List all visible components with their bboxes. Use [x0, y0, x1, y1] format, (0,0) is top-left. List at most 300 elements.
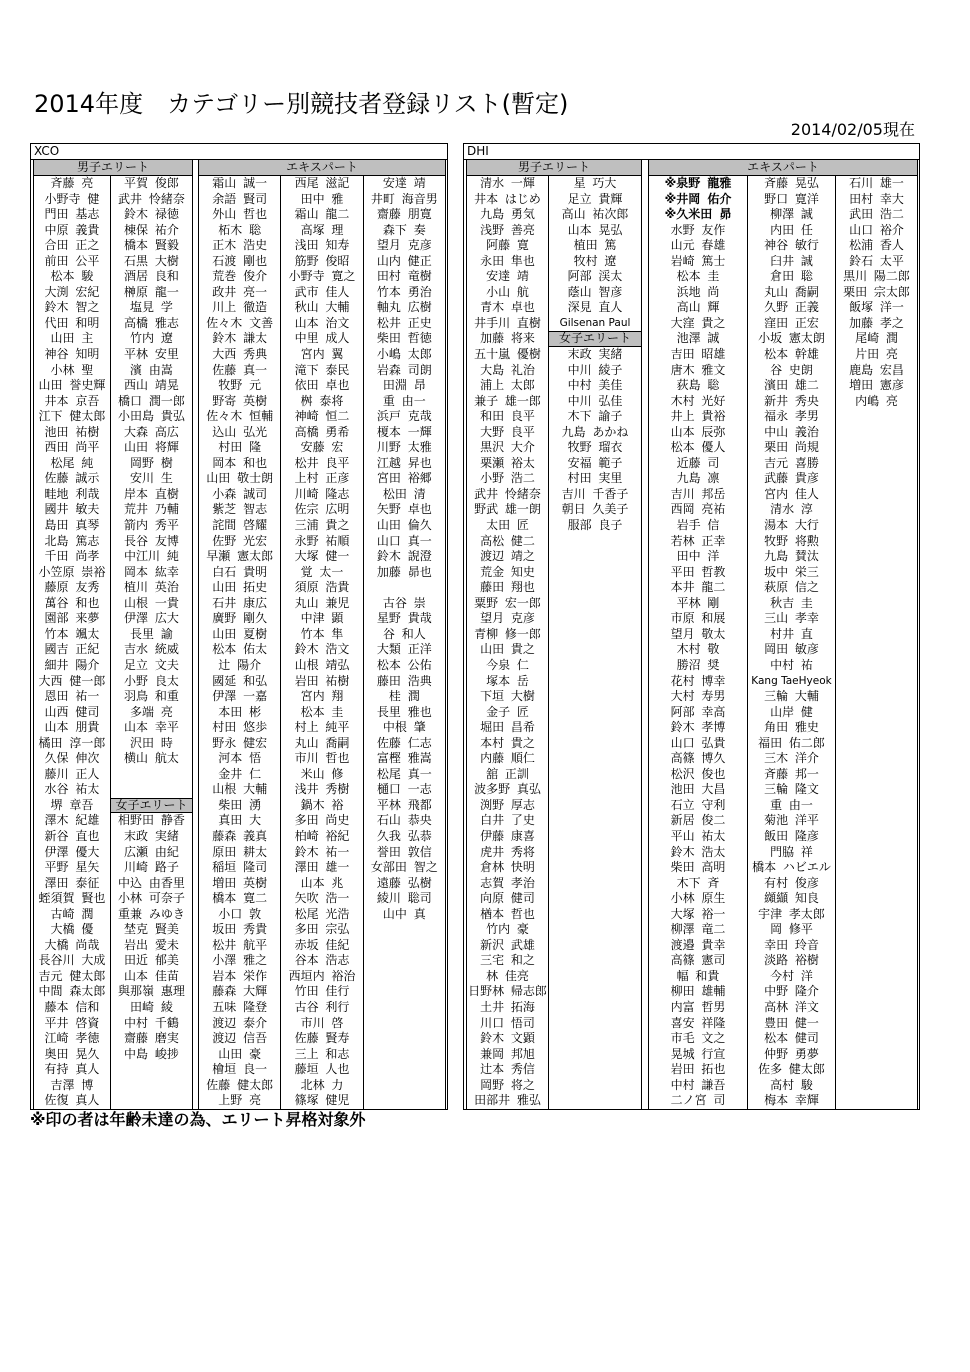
- rider-name: 重 由一: [382, 393, 426, 408]
- rider-name: 石渡 剛也: [212, 253, 268, 268]
- rider-name: 伊澤 広大: [124, 611, 179, 626]
- rider-name: 若林 正幸: [670, 533, 726, 548]
- rider-name: 田近 郁美: [124, 953, 179, 968]
- rider-name: 上野 亮: [218, 1093, 262, 1108]
- empty-cell: [549, 549, 641, 565]
- rider-name: 吉田 昭雄: [670, 347, 726, 362]
- empty-cell: [836, 689, 917, 705]
- empty-cell: [836, 984, 917, 1000]
- empty-cell: [836, 705, 917, 721]
- empty-cell: [111, 1093, 192, 1109]
- rider-name: 角田 雅史: [764, 720, 819, 735]
- rider-name: 軸丸 広樹: [376, 300, 432, 315]
- rider-name: 三木 洋介: [764, 751, 819, 766]
- rider-name: 渡辺 信吾: [212, 1031, 268, 1046]
- rider-name: 木下 諭子: [567, 409, 623, 424]
- rider-name: 新谷 直也: [44, 828, 100, 843]
- rider-name: 西尾 滋記: [294, 176, 350, 190]
- rider-name: 晃城 行宣: [670, 1046, 726, 1061]
- rider-name: 山田 敬士朗: [206, 471, 274, 486]
- rider-name: 上村 正彦: [294, 471, 350, 486]
- rider-name: 河本 悟: [218, 751, 262, 766]
- rider-name: 波多野 真弘: [474, 782, 541, 797]
- rider-name: 柳田 雄輔: [670, 984, 726, 999]
- rider-name: 清水 淳: [770, 502, 813, 517]
- empty-cell: [836, 627, 917, 643]
- rider-name: 佐野 光宏: [212, 533, 268, 548]
- rider-name: 松本 圭: [300, 704, 344, 719]
- rider-name: 倉田 聡: [770, 269, 813, 284]
- rider-name: 中野 隆介: [764, 984, 819, 999]
- rider-name: 神崎 恒二: [294, 409, 350, 424]
- rider-name: 園部 来夢: [44, 611, 100, 626]
- rider-name: 大塚 健一: [294, 549, 350, 564]
- rider-name: 萬谷 和也: [44, 595, 100, 610]
- rider-name: 谷 史朗: [770, 362, 813, 377]
- rider-name: 水谷 祐太: [44, 782, 100, 797]
- rider-name: 荒巻 俊介: [212, 269, 268, 284]
- rider-name: 宮田 裕郷: [376, 471, 432, 486]
- rider-name: 正木 浩史: [212, 238, 268, 253]
- rider-name: 市川 啓: [300, 1015, 344, 1030]
- category-group: [198, 160, 446, 1109]
- empty-cell: [836, 736, 917, 752]
- rider-name: 堺 章吾: [50, 797, 94, 812]
- rider-name: 荒金 知史: [480, 564, 535, 579]
- empty-cell: [549, 1000, 641, 1016]
- rider-name: 牧村 遼: [573, 253, 617, 268]
- empty-cell: [549, 580, 641, 596]
- rider-name: 山根 靖弘: [294, 657, 350, 672]
- rider-name: 大橋 尚哉: [44, 937, 100, 952]
- rider-name: 浅野 善亮: [480, 222, 535, 237]
- rider-name: 湯本 大行: [764, 518, 819, 533]
- rider-name: 平野 星矢: [44, 860, 100, 875]
- rider-name: 九島 凛: [676, 471, 720, 486]
- empty-cell: [364, 922, 445, 938]
- rider-name: 阿藤 寛: [486, 238, 529, 253]
- rider-name: 石黒 大樹: [124, 253, 179, 268]
- rider-name: 霜山 龍二: [294, 207, 350, 222]
- rider-name: 神谷 敏行: [764, 238, 819, 253]
- rider-name: 倉林 快明: [480, 860, 535, 875]
- empty-cell: [836, 580, 917, 596]
- rider-name: 野武 雄一朗: [474, 502, 541, 517]
- empty-cell: [364, 969, 445, 985]
- rider-name: 森下 奏: [382, 222, 426, 237]
- rider-name: 高塚 理: [300, 222, 344, 237]
- rider-name: 川崎 路子: [124, 860, 179, 875]
- rider-name: 矢野 卓也: [376, 502, 432, 517]
- rider-name: 中間 森太郎: [38, 984, 106, 999]
- empty-cell: [836, 425, 917, 441]
- rider-name: 田中 洋: [676, 549, 720, 564]
- rider-name: 飯塚 洋一: [849, 300, 904, 315]
- rider-name: 佐々木 文善: [206, 315, 274, 330]
- empty-cell: [836, 471, 917, 487]
- dhi-panel: [463, 143, 920, 1110]
- rider-name: 福永 孝男: [764, 409, 819, 424]
- rider-name: 岩本 栄作: [212, 968, 268, 983]
- rider-name: 岩出 愛未: [124, 937, 179, 952]
- empty-cell: [836, 938, 917, 954]
- rider-name: 橋口 潤一郎: [118, 393, 185, 408]
- empty-cell: [549, 611, 641, 627]
- rider-name: 西山 靖晃: [124, 378, 179, 393]
- rider-name: 岡 修平: [770, 922, 813, 937]
- rider-name: 藤田 浩典: [376, 673, 432, 688]
- rider-name: 鈴木 禄徳: [124, 207, 179, 222]
- rider-name: 重兼 みゆき: [118, 906, 185, 921]
- empty-cell: [836, 751, 917, 767]
- rider-name: 竹内 遼: [130, 331, 173, 346]
- empty-cell: [836, 1016, 917, 1032]
- rider-name: 矢吹 浩一: [294, 891, 350, 906]
- rider-name: 有村 俊彦: [764, 875, 819, 890]
- rider-name: 田村 幸大: [849, 191, 904, 206]
- empty-cell: [836, 829, 917, 845]
- rider-name: 山本 佳苗: [124, 968, 179, 983]
- rider-name: 江越 昇也: [376, 455, 432, 470]
- rider-name: 榊原 龍一: [124, 284, 179, 299]
- name-column: [467, 176, 549, 1109]
- rider-name: 吉川 千香子: [561, 486, 629, 501]
- rider-name: 松本 健司: [764, 1031, 819, 1046]
- rider-name: 江崎 孝徳: [44, 1031, 100, 1046]
- xco-panel: [30, 143, 448, 1110]
- rider-name: 平田 哲教: [670, 564, 726, 579]
- rider-name: 竹内 豪: [486, 922, 529, 937]
- rider-name: 水野 友作: [670, 222, 726, 237]
- rider-name: 飯田 隆彦: [764, 828, 819, 843]
- rider-name: 朝日 久美子: [561, 502, 629, 517]
- rider-name: 末政 実緒: [124, 828, 179, 843]
- rider-name: 松尾 真一: [376, 766, 432, 781]
- rider-name: 古崎 潤: [50, 906, 94, 921]
- rider-name: 樋口 一志: [376, 782, 432, 797]
- rider-name: 原田 耕太: [212, 844, 268, 859]
- rider-name: 兼子 雄一郎: [474, 393, 541, 408]
- rider-name: 望月 克彦: [480, 611, 535, 626]
- rider-name: 松井 航平: [212, 937, 268, 952]
- rider-name: 岸本 直樹: [124, 486, 179, 501]
- rider-name: 武井 怜緒奈: [118, 191, 185, 206]
- name-column: [836, 176, 917, 1109]
- rider-name: 前田 公平: [44, 253, 100, 268]
- rider-name: 神谷 知明: [44, 347, 100, 362]
- empty-cell: [549, 565, 641, 581]
- rider-name: 田崎 綾: [130, 999, 173, 1014]
- empty-cell: [836, 813, 917, 829]
- rider-name: 平林 安里: [124, 347, 179, 362]
- rider-name: 柳澤 誠: [770, 207, 813, 222]
- rider-name: 小口 敦: [218, 906, 262, 921]
- rider-name: 武田 浩二: [849, 207, 904, 222]
- rider-name: 酒居 良和: [124, 269, 179, 284]
- rider-name: 山内 健正: [376, 253, 432, 268]
- rider-name: 大森 高広: [124, 424, 179, 439]
- rider-name: 岩手 信: [676, 518, 720, 533]
- rider-name: 鈴木 浩文: [294, 642, 350, 657]
- rider-name: 藤田 翔也: [480, 580, 535, 595]
- rider-name: 向原 健司: [480, 891, 535, 906]
- rider-name: 渡邉 貴幸: [670, 937, 726, 952]
- rider-name: 二ノ宮 司: [670, 1093, 726, 1108]
- rider-name: 北林 力: [300, 1077, 344, 1092]
- rider-name: 桂 潤: [388, 689, 420, 704]
- rider-name: 川口 悟司: [480, 1015, 535, 1030]
- rider-name: 塩見 学: [130, 300, 173, 315]
- empty-cell: [836, 720, 917, 736]
- rider-name: 吉川 邦岳: [670, 486, 726, 501]
- rider-name: 山田 豪: [218, 1046, 262, 1061]
- rider-name: 村田 実里: [567, 471, 623, 486]
- rider-name: 豊田 健一: [764, 1015, 819, 1030]
- rider-name: 箭内 秀平: [124, 518, 179, 533]
- rider-name: 楢本 哲也: [480, 906, 535, 921]
- rider-name: 松田 清: [382, 486, 426, 501]
- rider-name: 五味 隆登: [212, 999, 268, 1014]
- rider-name: 沢田 時: [130, 735, 173, 750]
- rider-name: 門脇 祥: [770, 844, 813, 859]
- rider-name: 橋本 賢毅: [124, 238, 179, 253]
- rider-name: 市川 哲也: [294, 751, 350, 766]
- rider-name: 安川 生: [130, 471, 173, 486]
- rider-name: 阿部 渓太: [567, 269, 623, 284]
- rider-name: 梅本 幸輝: [764, 1093, 819, 1108]
- rider-name: 浦上 太郎: [480, 378, 535, 393]
- rider-name: 山口 真一: [376, 533, 432, 548]
- rider-name: 永田 隼也: [480, 253, 535, 268]
- rider-name: 武市 佳人: [294, 284, 350, 299]
- empty-cell: [549, 534, 641, 550]
- rider-name: 松尾 純: [50, 455, 94, 470]
- rider-name: 池澤 誠: [676, 331, 720, 346]
- rider-name: 平林 飛都: [376, 797, 432, 812]
- rider-name: 舘 正訓: [486, 766, 529, 781]
- empty-cell: [836, 767, 917, 783]
- empty-cell: [549, 658, 641, 674]
- rider-name: 丸山 兼児: [294, 595, 350, 610]
- rider-name: 望月 克彦: [376, 238, 432, 253]
- empty-cell: [549, 642, 641, 658]
- rider-name: 新居 俊二: [670, 813, 726, 828]
- empty-cell: [549, 969, 641, 985]
- rider-name: 三宅 和之: [480, 953, 535, 968]
- rider-name: 服部 良子: [567, 518, 623, 533]
- rider-name: 丸山 喬嗣: [764, 284, 819, 299]
- rider-name: 佐藤 真一: [212, 362, 268, 377]
- rider-name: 筋野 俊昭: [294, 253, 350, 268]
- rider-name: 井町 海音男: [370, 191, 438, 206]
- rider-name: 志賀 孝治: [480, 875, 535, 890]
- rider-name: 広瀬 由紀: [124, 844, 179, 859]
- women-elite-header: 女子エリート: [111, 798, 192, 814]
- empty-cell: [836, 502, 917, 518]
- rider-name: 藤森 大輝: [212, 984, 268, 999]
- rider-name: 山田 拓史: [212, 580, 268, 595]
- rider-name: 栗田 尚規: [764, 440, 819, 455]
- rider-name: 真田 大: [218, 813, 262, 828]
- empty-cell: [549, 674, 641, 690]
- rider-name: 足立 貴輝: [567, 191, 623, 206]
- empty-cell: [111, 767, 192, 783]
- category-header: 男子エリート: [34, 160, 192, 176]
- rider-name: 鈴木 祐一: [294, 844, 350, 859]
- rider-name: 白井 了史: [480, 813, 535, 828]
- rider-name: 古谷 利行: [294, 999, 350, 1014]
- rider-name: 今泉 仁: [486, 657, 529, 672]
- empty-cell: [836, 891, 917, 907]
- rider-name: 今村 洋: [770, 968, 813, 983]
- discipline-label: DHI: [464, 144, 919, 160]
- rider-name: 外山 哲也: [212, 207, 268, 222]
- rider-name: 松浦 香人: [849, 238, 904, 253]
- rider-name: 小野寺 健: [44, 191, 100, 206]
- rider-name: 三山 孝幸: [764, 611, 819, 626]
- rider-name: 政井 亮一: [212, 284, 268, 299]
- rider-name: 小林 原生: [670, 891, 726, 906]
- empty-cell: [836, 922, 917, 938]
- rider-name: 鈴木 謙太: [212, 331, 268, 346]
- rider-name: 植田 篤: [573, 238, 617, 253]
- rider-name: 萩原 信之: [764, 580, 819, 595]
- category-header: エキスパート: [199, 160, 445, 176]
- rider-name: 佐多 健太郎: [758, 1062, 825, 1077]
- rider-name: 松本 幹雄: [764, 347, 819, 362]
- rider-name: 横山 航太: [124, 751, 179, 766]
- rider-name: Kang TaeHyeok: [751, 674, 832, 687]
- empty-cell: [836, 1078, 917, 1094]
- rider-name: 野永 健宏: [212, 735, 268, 750]
- rider-name: 秋山 大輔: [294, 300, 350, 315]
- rider-name: 大村 寿男: [670, 689, 726, 704]
- rider-name: 中川 弘佳: [567, 393, 623, 408]
- rider-name: 高橋 勇希: [294, 424, 350, 439]
- rider-name: 山本 兆: [300, 875, 344, 890]
- rider-name: 小野 良太: [124, 673, 179, 688]
- rider-name: 大塚 裕一: [670, 906, 726, 921]
- rider-name: 小林 可奈子: [118, 891, 185, 906]
- rider-name: 宮内 佳人: [764, 486, 819, 501]
- rider-name: 新井 秀央: [764, 393, 819, 408]
- discipline-label: XCO: [31, 144, 447, 160]
- rider-name: 辻本 秀信: [480, 1062, 535, 1077]
- empty-cell: [836, 611, 917, 627]
- rider-name: 佐藤 誠示: [44, 471, 100, 486]
- rider-name: 須原 浩貴: [294, 580, 350, 595]
- rider-name: 伊澤 優大: [44, 844, 100, 859]
- empty-cell: [549, 1078, 641, 1094]
- rider-name: 山田 将輝: [124, 440, 179, 455]
- empty-cell: [549, 720, 641, 736]
- rider-name: 岩森 司朗: [376, 362, 432, 377]
- rider-name: 柳澤 竜二: [670, 922, 726, 937]
- rider-name: 増田 憲彦: [849, 378, 904, 393]
- rider-name: 大西 秀典: [212, 347, 268, 362]
- rider-name: 中込 由香里: [118, 875, 185, 890]
- rider-name: 栗田 宗太郎: [843, 284, 910, 299]
- rider-name: 多田 宗弘: [294, 922, 350, 937]
- rider-name: 堀田 昌希: [480, 720, 535, 735]
- rider-name: 與那嶺 惠理: [118, 984, 185, 999]
- rider-name: 多田 尚史: [294, 813, 350, 828]
- empty-cell: [836, 409, 917, 425]
- empty-cell: [836, 1093, 917, 1109]
- rider-name: 深見 直人: [567, 300, 623, 315]
- rider-name: 中村 謙吾: [670, 1077, 726, 1092]
- rider-name: 岩崎 篤士: [670, 253, 726, 268]
- rider-name: 佐復 真人: [44, 1093, 100, 1108]
- rider-name: 内富 哲男: [670, 999, 726, 1014]
- as-of-date: 2014/02/05現在: [790, 120, 915, 139]
- rider-name: 長里 諭: [130, 626, 173, 641]
- empty-cell: [836, 596, 917, 612]
- category-group: [33, 160, 193, 1109]
- name-column: [111, 176, 192, 1109]
- rider-name: 中山 義治: [764, 424, 819, 439]
- rider-name: 中江川 純: [124, 549, 179, 564]
- rider-name: 吉元 健太郎: [38, 968, 106, 983]
- rider-name: 内藤 順仁: [480, 751, 535, 766]
- rider-name: 九島 勇気: [480, 207, 535, 222]
- rider-name: 山本 晃弘: [567, 222, 623, 237]
- rider-name: 篠塚 健児: [294, 1093, 350, 1108]
- rider-name: 尾崎 潤: [855, 331, 898, 346]
- rider-name: 小嶋 太郎: [376, 347, 432, 362]
- rider-name: 浜戸 克哉: [376, 409, 432, 424]
- rider-name: 國吉 正紀: [44, 642, 100, 657]
- category-group: [648, 160, 918, 1109]
- rider-name: 青木 卓也: [480, 300, 535, 315]
- empty-cell: [364, 1078, 445, 1094]
- rider-name: 牧野 元: [218, 378, 262, 393]
- rider-name: 有持 真人: [44, 1062, 100, 1077]
- rider-name: 小林 聖: [50, 362, 94, 377]
- empty-cell: [549, 922, 641, 938]
- rider-name: 重 由一: [770, 797, 813, 812]
- rider-name: 齋藤 磨実: [124, 1031, 179, 1046]
- rider-name: 柴田 哲徳: [376, 331, 432, 346]
- rider-name: 近藤 司: [676, 455, 720, 470]
- empty-cell: [549, 596, 641, 612]
- rider-name: 井本 京吾: [44, 393, 100, 408]
- rider-name: 藤原 友秀: [44, 580, 100, 595]
- rider-name: 蛭須賀 賢也: [38, 891, 106, 906]
- rider-name: 山中 真: [382, 906, 426, 921]
- rider-name: 岡野 将之: [480, 1077, 535, 1092]
- rider-name: 井本 はじめ: [474, 191, 541, 206]
- empty-cell: [364, 1000, 445, 1016]
- rider-name: 池田 大昌: [670, 782, 726, 797]
- rider-name: 吉水 統威: [124, 642, 179, 657]
- rider-name: 栗瀬 裕太: [480, 455, 535, 470]
- rider-name: 金子 匠: [486, 704, 529, 719]
- rider-name: 江下 健太郎: [38, 409, 106, 424]
- rider-name: 片田 亮: [855, 347, 898, 362]
- rider-name: 山本 辰弥: [670, 424, 726, 439]
- rider-name: 千田 尚孝: [44, 549, 100, 564]
- empty-cell: [364, 1093, 445, 1109]
- rider-name: 太田 匠: [486, 518, 529, 533]
- rider-name: 古谷 崇: [382, 595, 426, 610]
- empty-cell: [836, 456, 917, 472]
- name-column: [364, 176, 445, 1109]
- rider-name: 門田 基志: [44, 207, 100, 222]
- rider-name: 黒川 陽二郎: [843, 269, 910, 284]
- rider-name: 竹田 佳行: [294, 984, 350, 999]
- name-column: [34, 176, 111, 1109]
